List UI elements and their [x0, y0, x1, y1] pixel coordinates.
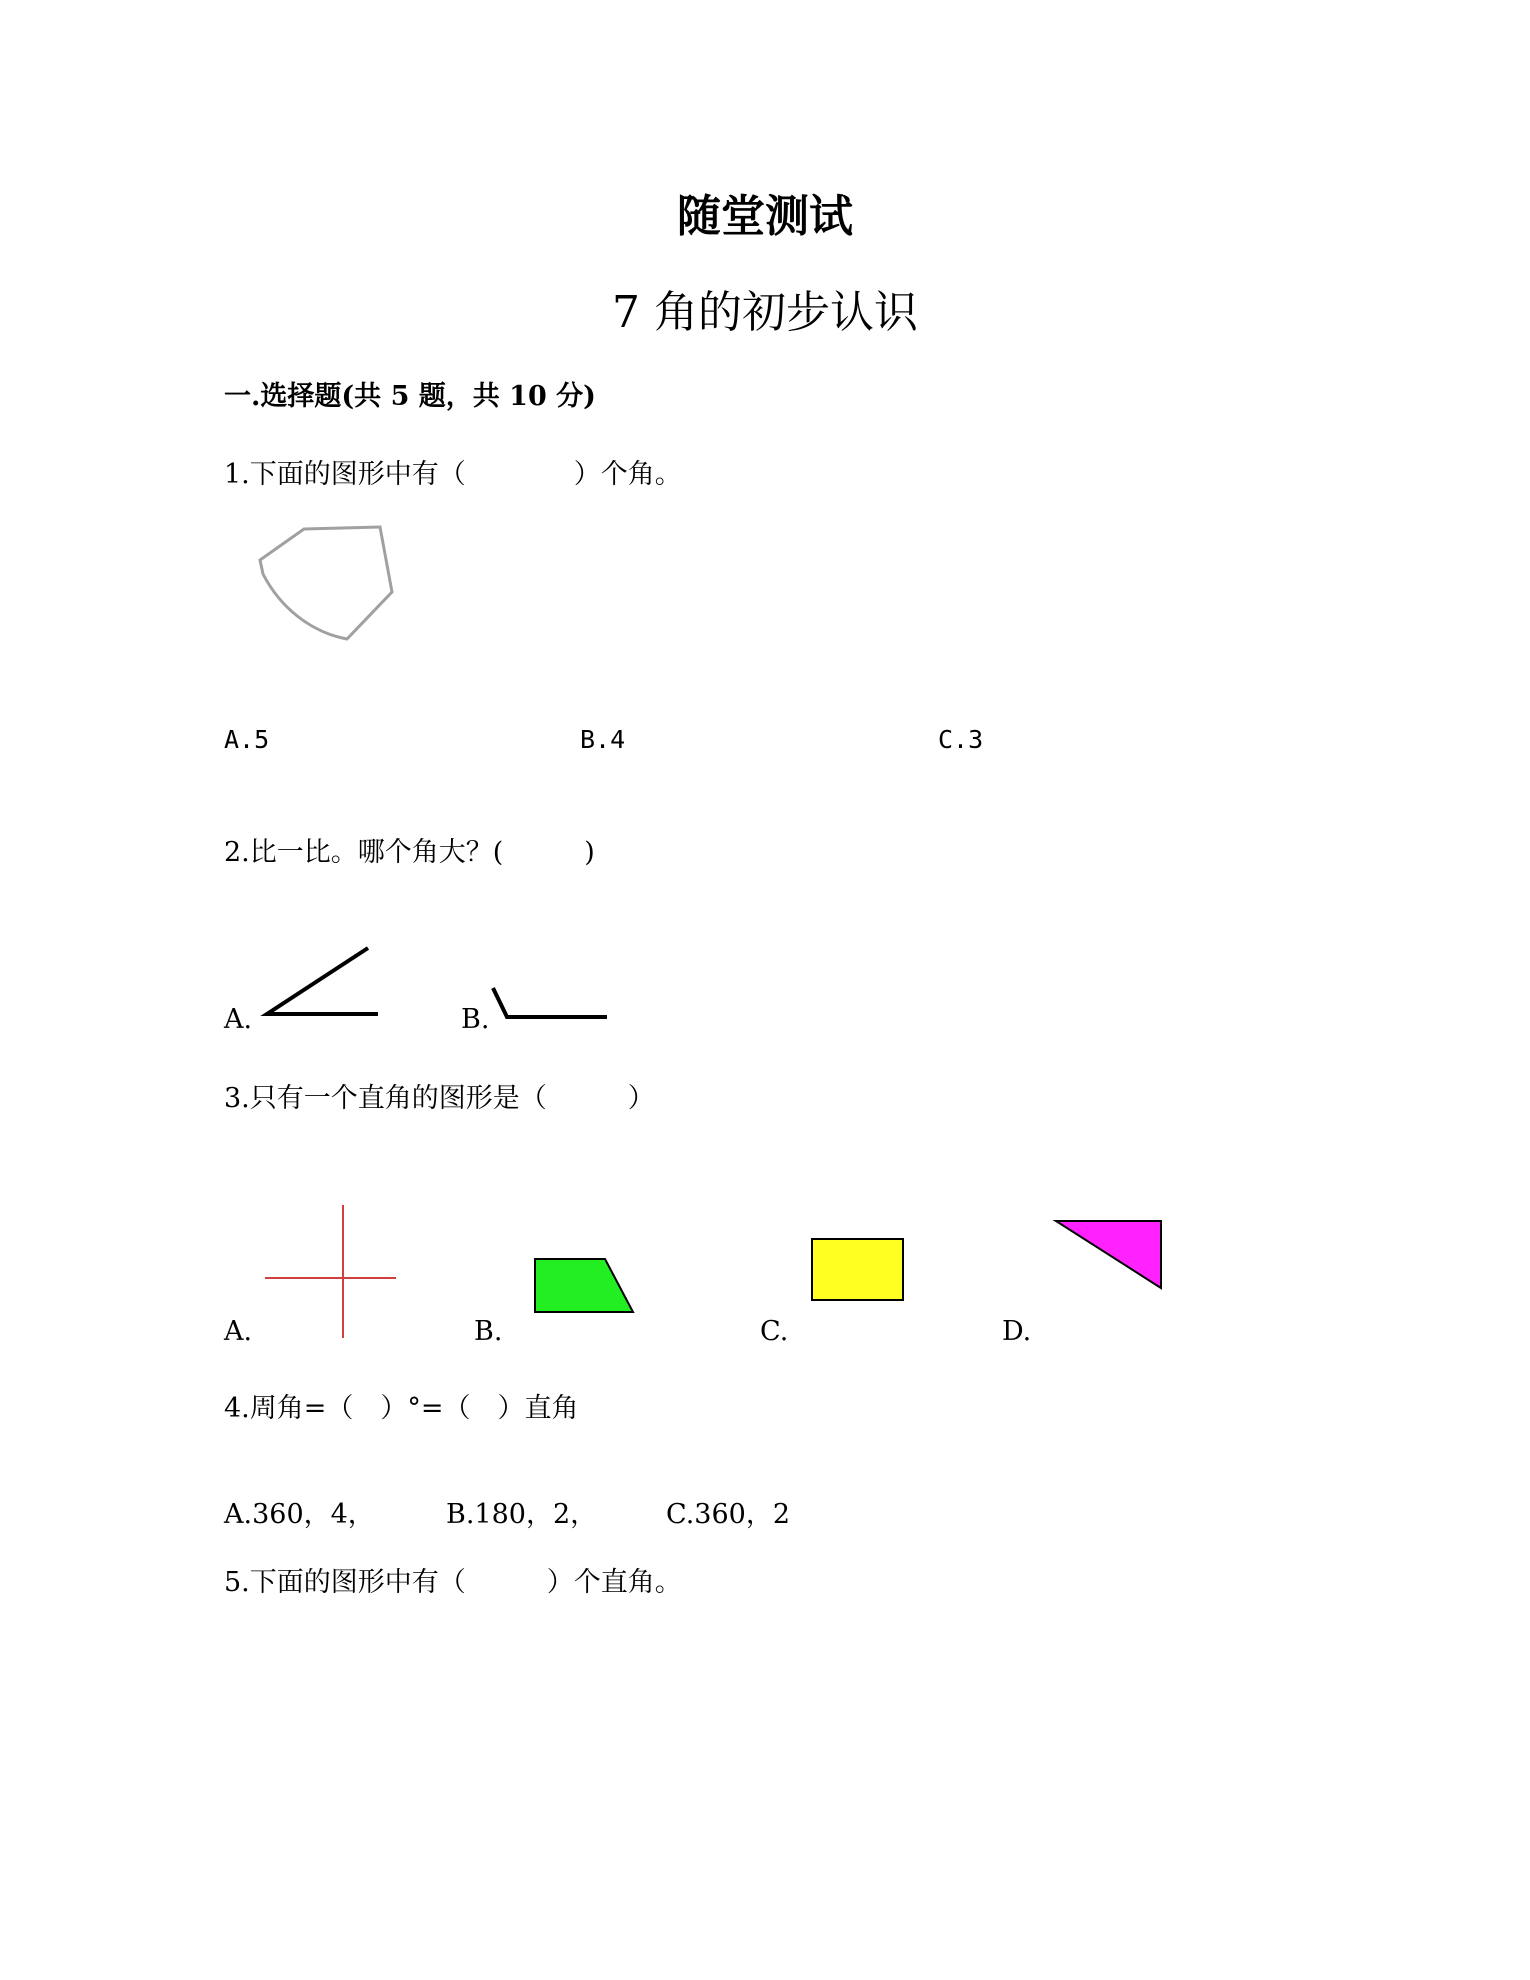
- question-1-text: 1.下面的图形中有（ ）个角。: [224, 459, 682, 490]
- question-1-option-b[interactable]: B.4: [580, 725, 626, 754]
- question-3-option-b[interactable]: B.: [474, 1316, 503, 1347]
- question-1-figure: [255, 522, 405, 647]
- question-3-cross-figure: [263, 1205, 398, 1340]
- question-2-acute-angle-figure: [262, 945, 382, 1015]
- question-3-option-a[interactable]: A.: [224, 1316, 253, 1347]
- question-1-option-a[interactable]: A.5: [224, 725, 270, 754]
- page-subtitle: 7 角的初步认识: [612, 287, 918, 338]
- question-3-text: 3.只有一个直角的图形是（ ）: [224, 1083, 655, 1114]
- question-2-text: 2.比一比。哪个角大？( ): [224, 837, 595, 868]
- question-3-option-d[interactable]: D.: [1002, 1316, 1032, 1347]
- question-2-option-a[interactable]: A.: [224, 1004, 253, 1035]
- question-4-option-a[interactable]: A.360，4，: [224, 1499, 375, 1530]
- question-2-obtuse-angle-figure: [490, 985, 615, 1020]
- question-4-option-b[interactable]: B.180，2，: [446, 1499, 598, 1530]
- section-heading: 一.选择题(共 5 题，共 10 分): [224, 381, 596, 412]
- question-2-option-b[interactable]: B.: [461, 1004, 490, 1035]
- page-title: 随堂测试: [677, 191, 853, 242]
- question-4-option-c[interactable]: C.360，2: [666, 1499, 790, 1530]
- question-3-rectangle-figure: [811, 1238, 906, 1303]
- question-5-text: 5.下面的图形中有（ ）个直角。: [224, 1567, 682, 1598]
- question-3-option-c[interactable]: C.: [760, 1316, 789, 1347]
- question-3-triangle-figure: [1054, 1219, 1164, 1291]
- question-4-text: 4.周角=（ ）°=（ ）直角: [224, 1393, 579, 1424]
- question-1-option-c[interactable]: C.3: [938, 725, 984, 754]
- question-3-trapezoid-figure: [534, 1258, 636, 1316]
